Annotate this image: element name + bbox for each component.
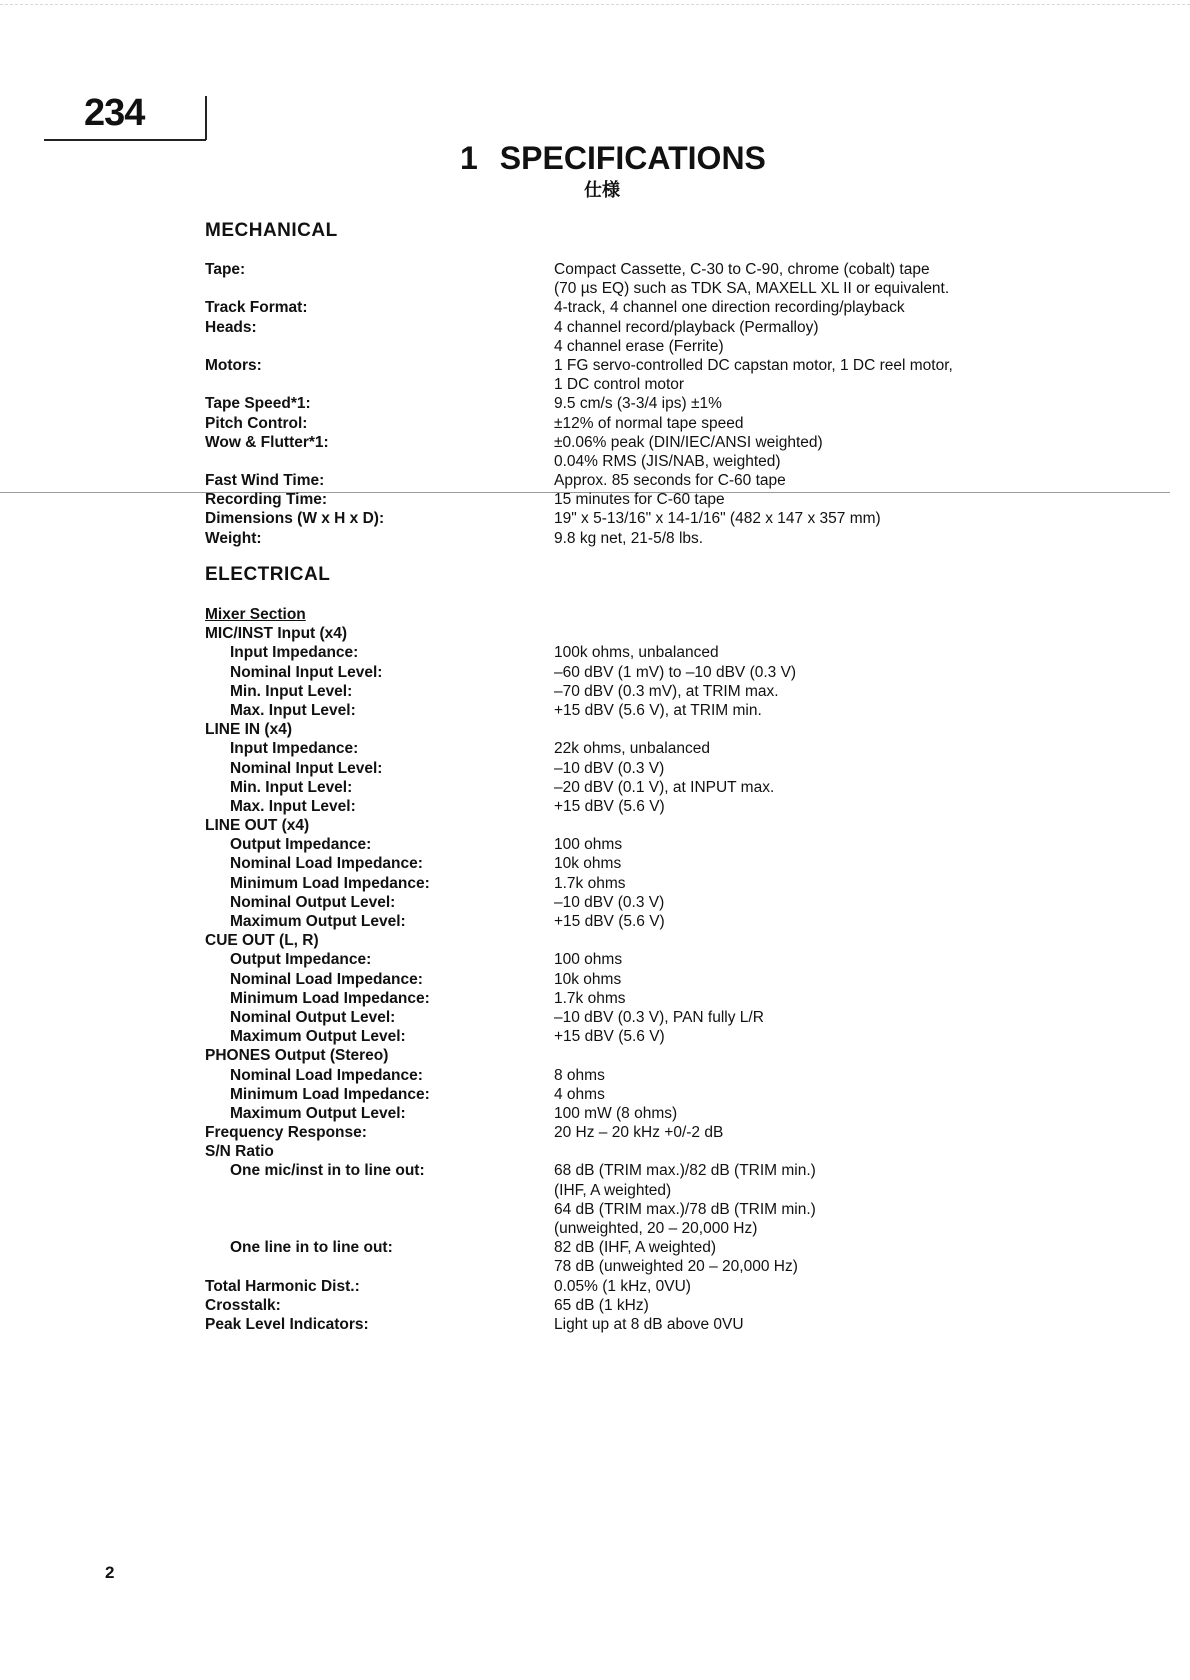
spec-row: [0, 1161, 1190, 1180]
spec-value: –20 dBV (0.1 V), at INPUT max.: [554, 778, 775, 796]
spec-row: [0, 1219, 1190, 1238]
spec-label: Input Impedance:: [230, 740, 359, 758]
spec-value: +15 dBV (5.6 V), at TRIM min.: [554, 701, 762, 719]
spec-row: [0, 1277, 1190, 1296]
spec-row: [0, 624, 1190, 643]
spec-label: Output Impedance:: [230, 951, 372, 969]
spec-row: [0, 452, 1190, 471]
spec-row: [0, 1066, 1190, 1085]
spec-label: S/N Ratio: [205, 1143, 274, 1161]
spec-row: [0, 1315, 1190, 1334]
spec-row: [0, 356, 1190, 375]
spec-value: 82 dB (IHF, A weighted): [554, 1239, 716, 1257]
spec-row: [0, 1200, 1190, 1219]
electrical-heading: ELECTRICAL: [205, 564, 331, 585]
spec-value: 1 FG servo-controlled DC capstan motor, 1 DC reel motor,: [554, 356, 953, 374]
spec-value: 100 ohms: [554, 836, 623, 854]
spec-label: Tape Speed*1:: [205, 395, 311, 413]
spec-label: Peak Level Indicators:: [205, 1315, 369, 1333]
spec-value: 4 ohms: [554, 1085, 605, 1103]
spec-value: 1.7k ohms: [554, 989, 626, 1007]
spec-row: [0, 682, 1190, 701]
spec-value: 15 minutes for C-60 tape: [554, 491, 725, 509]
spec-value: Compact Cassette, C-30 to C-90, chrome (cobalt) tape: [554, 261, 930, 278]
spec-row: [0, 1142, 1190, 1161]
page-title: [460, 140, 766, 177]
spec-label: PHONES Output (Stereo): [205, 1047, 389, 1065]
spec-row: [0, 375, 1190, 394]
spec-row: [0, 663, 1190, 682]
spec-value: 100k ohms, unbalanced: [554, 644, 719, 662]
spec-label: Minimum Load Impedance:: [230, 989, 430, 1007]
spec-value: –70 dBV (0.3 mV), at TRIM max.: [554, 682, 779, 700]
spec-value: –10 dBV (0.3 V), PAN fully L/R: [554, 1008, 764, 1026]
spec-row: [0, 605, 1190, 624]
spec-label: Nominal Input Level:: [230, 663, 383, 681]
spec-row: [0, 643, 1190, 662]
model-divider: [205, 96, 207, 140]
spec-value: –10 dBV (0.3 V): [554, 893, 665, 911]
spec-row: [0, 1238, 1190, 1257]
spec-value: 65 dB (1 kHz): [554, 1296, 649, 1314]
spec-row: [0, 874, 1190, 893]
spec-row: [0, 1027, 1190, 1046]
spec-label: CUE OUT (L, R): [205, 932, 319, 950]
spec-row: [0, 893, 1190, 912]
spec-label: One line in to line out:: [230, 1239, 393, 1257]
spec-label: MIC/INST Input (x4): [205, 625, 348, 643]
japanese-subtitle: 仕様: [584, 180, 620, 200]
spec-row: [0, 414, 1190, 433]
spec-row: [0, 701, 1190, 720]
spec-value: +15 dBV (5.6 V): [554, 913, 665, 930]
spec-value: 4 channel erase (Ferrite): [554, 337, 724, 355]
spec-label: Maximum Output Level:: [230, 1104, 406, 1122]
spec-value: 19" x 5-13/16" x 14-1/16" (482 x 147 x 357 mm): [554, 510, 881, 528]
spec-label: Track Format:: [205, 299, 308, 317]
spec-value: (IHF, A weighted): [554, 1181, 672, 1199]
spec-row: [0, 1008, 1190, 1027]
spec-row: [0, 778, 1190, 797]
spec-label: Min. Input Level:: [230, 778, 353, 796]
spec-label: Dimensions (W x H x D):: [205, 510, 385, 528]
spec-label: Max. Input Level:: [230, 701, 356, 719]
section-title: SPECIFICATIONS: [499, 140, 766, 176]
spec-label: Maximum Output Level:: [230, 913, 406, 930]
spec-row: [0, 318, 1190, 337]
spec-value: 1.7k ohms: [554, 874, 626, 892]
mechanical-spec-list: [0, 260, 1190, 548]
spec-row: [0, 739, 1190, 758]
spec-row: [0, 854, 1190, 873]
spec-value: 20 Hz – 20 kHz +0/-2 dB: [554, 1124, 724, 1142]
spec-value: 0.05% (1 kHz, 0VU): [554, 1277, 691, 1295]
spec-value: –60 dBV (1 mV) to –10 dBV (0.3 V): [554, 663, 797, 681]
spec-label: Min. Input Level:: [230, 682, 353, 700]
spec-label: Crosstalk:: [205, 1296, 281, 1314]
spec-value: 9.5 cm/s (3-3/4 ips) ±1%: [554, 395, 722, 413]
spec-label: Nominal Load Impedance:: [230, 855, 423, 873]
spec-row: [0, 1296, 1190, 1315]
spec-label: Nominal Output Level:: [230, 893, 396, 911]
spec-label: Nominal Load Impedance:: [230, 1066, 423, 1084]
spec-value: 68 dB (TRIM max.)/82 dB (TRIM min.): [554, 1162, 816, 1180]
spec-row: [0, 337, 1190, 356]
spec-label: Fast Wind Time:: [205, 472, 325, 490]
spec-value: 0.04% RMS (JIS/NAB, weighted): [554, 452, 781, 470]
spec-row: [0, 509, 1190, 528]
spec-row: [0, 471, 1190, 490]
spec-row: [0, 950, 1190, 969]
spec-row: [0, 529, 1190, 548]
spec-label: Max. Input Level:: [230, 797, 356, 815]
spec-row: [0, 720, 1190, 739]
spec-row: [0, 394, 1190, 413]
spec-row: [0, 433, 1190, 452]
top-edge-line: [0, 4, 1190, 5]
spec-value: ±12% of normal tape speed: [554, 414, 744, 432]
spec-row: [0, 759, 1190, 778]
spec-row: [0, 931, 1190, 950]
spec-label: Motors:: [205, 356, 262, 374]
spec-row: [0, 970, 1190, 989]
spec-row: [0, 816, 1190, 835]
spec-value: 100 mW (8 ohms): [554, 1104, 678, 1122]
spec-value: 22k ohms, unbalanced: [554, 740, 710, 758]
spec-row: [0, 797, 1190, 816]
spec-label: Frequency Response:: [205, 1124, 367, 1142]
spec-label: LINE IN (x4): [205, 721, 292, 739]
spec-row: [0, 490, 1190, 509]
spec-label: One mic/inst in to line out:: [230, 1162, 425, 1180]
electrical-spec-list: [0, 605, 1190, 1334]
spec-label: Input Impedance:: [230, 644, 359, 662]
spec-value: 9.8 kg net, 21-5/8 lbs.: [554, 529, 704, 547]
spec-label: Minimum Load Impedance:: [230, 874, 430, 892]
spec-value: +15 dBV (5.6 V): [554, 797, 665, 815]
spec-value: 100 ohms: [554, 951, 623, 969]
spec-row: [0, 1181, 1190, 1200]
spec-value: 78 dB (unweighted 20 – 20,000 Hz): [554, 1258, 798, 1276]
spec-row: [0, 1257, 1190, 1276]
model-underline: [44, 139, 206, 141]
spec-label: Weight:: [205, 529, 262, 547]
spec-value: 4-track, 4 channel one direction recording/playback: [554, 299, 905, 317]
spec-label: LINE OUT (x4): [205, 817, 310, 835]
spec-row: [0, 260, 1190, 279]
model-number: 234: [84, 92, 145, 134]
spec-label: Mixer Section: [205, 606, 306, 623]
spec-value: 10k ohms: [554, 855, 622, 873]
spec-row: [0, 1123, 1190, 1142]
spec-row: [0, 1085, 1190, 1104]
spec-label: Nominal Output Level:: [230, 1008, 396, 1026]
spec-row: [0, 279, 1190, 298]
spec-label: Nominal Load Impedance:: [230, 970, 423, 988]
spec-label: Total Harmonic Dist.:: [205, 1277, 360, 1295]
page-number: 2: [105, 1563, 115, 1582]
spec-row: [0, 835, 1190, 854]
spec-value: 4 channel record/playback (Permalloy): [554, 318, 819, 336]
spec-value: –10 dBV (0.3 V): [554, 759, 665, 777]
spec-row: [0, 1046, 1190, 1065]
spec-value: Light up at 8 dB above 0VU: [554, 1315, 744, 1333]
spec-label: Minimum Load Impedance:: [230, 1085, 430, 1103]
spec-value: 10k ohms: [554, 970, 622, 988]
spec-value: +15 dBV (5.6 V): [554, 1028, 665, 1046]
spec-value: Approx. 85 seconds for C-60 tape: [554, 472, 786, 490]
spec-row: [0, 912, 1190, 931]
section-number: 1: [460, 140, 478, 176]
spec-label: Nominal Input Level:: [230, 759, 383, 777]
spec-label: Pitch Control:: [205, 414, 308, 432]
spec-row: [0, 1104, 1190, 1123]
spec-value: 8 ohms: [554, 1066, 605, 1084]
spec-row: [0, 989, 1190, 1008]
spec-label: Wow & Flutter*1:: [205, 433, 329, 451]
spec-value: 1 DC control motor: [554, 376, 685, 394]
spec-value: 64 dB (TRIM max.)/78 dB (TRIM min.): [554, 1200, 816, 1218]
spec-label: Maximum Output Level:: [230, 1028, 406, 1046]
spec-label: Heads:: [205, 318, 257, 336]
mechanical-heading: MECHANICAL: [205, 220, 338, 241]
spec-row: [0, 298, 1190, 317]
spec-label: Output Impedance:: [230, 836, 372, 854]
spec-value: ±0.06% peak (DIN/IEC/ANSI weighted): [554, 433, 823, 451]
spec-value: (70 µs EQ) such as TDK SA, MAXELL XL II or equivalent.: [554, 280, 950, 298]
spec-value: (unweighted, 20 – 20,000 Hz): [554, 1220, 758, 1237]
spec-label: Recording Time:: [205, 491, 328, 509]
spec-label: Tape:: [205, 261, 246, 278]
